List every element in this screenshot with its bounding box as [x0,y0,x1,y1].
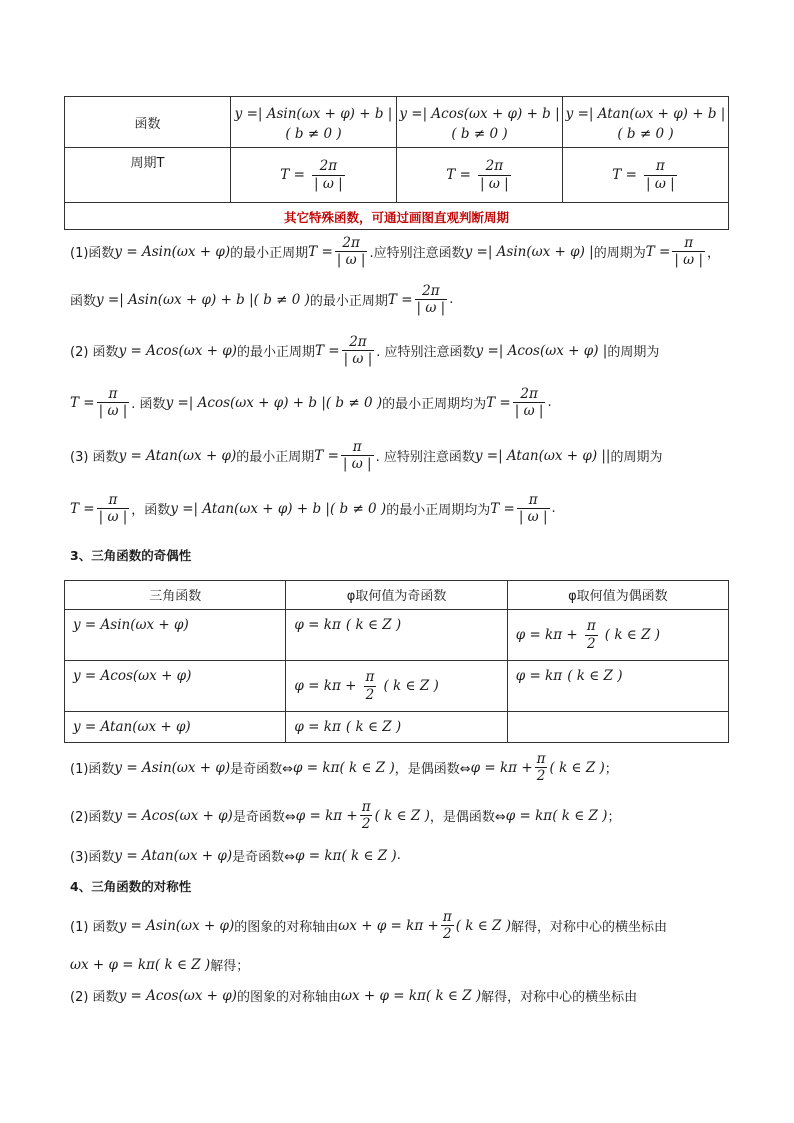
cos-period-lhs: T = [446,167,471,184]
note-fraction [672,236,705,267]
note-text: . [449,292,454,308]
header-cos-expr: y =| Acos(ωx + φ) + b | [399,105,560,122]
note-formula: y =| Atan(ωx + φ) || [474,447,611,464]
note-text: (2) 函数 [70,990,119,1005]
note-formula: T = [70,394,95,411]
symmetry-note-1 [70,910,735,941]
parity-fraction [585,619,598,650]
fraction-denominator: | ω | [416,300,446,317]
period-note-6 [70,493,735,524]
note-fraction [517,493,550,524]
header-tan-cond: ( b ≠ 0 ) [617,125,674,142]
note-formula: ( b ≠ 0 ) [253,291,310,308]
fraction-numerator: π [655,158,665,175]
tan-period-cell [563,148,729,203]
note-formula: ( k ∈ Z ) [425,987,482,1004]
note-text: .应特别注意函数 [369,246,465,262]
period-footer-note: 其它特殊函数，可通过画图直观判断周期 [283,209,509,225]
parity-even-expr: φ = kπ + [515,627,578,644]
note-formula: ( b ≠ 0 ) [329,500,387,517]
note-text: 的最小正周期 [309,294,388,310]
fraction-denominator: 2 [536,768,546,785]
note-formula: y = Atan(ωx + φ) [118,447,237,464]
period-footer-cell [65,203,729,230]
note-text: . 应特别注意函数 [375,450,475,466]
note-fraction [415,284,448,315]
fraction-numerator: π [108,492,118,508]
note-formula: T = [314,342,340,359]
period-table-header-row [65,97,729,148]
note-formula: φ = kπ + [470,759,533,776]
note-text: 函数 [70,294,97,310]
note-formula: y =| Acos(ωx + φ) | [475,342,608,359]
note-text: 的周期为 [610,450,663,466]
period-label: 周期T [130,156,165,171]
parity-cond: ( k ∈ Z ) [567,668,623,684]
note-text: (1) 函数 [70,920,119,936]
note-formula: ( k ∈ Z ) [455,917,511,934]
sin-period-cell [231,148,397,203]
note-formula: ( k ∈ Z ) [339,759,395,776]
note-fraction [535,752,548,783]
cos-period-fraction [478,159,511,190]
note-formula: ωx + φ = kπ [340,987,426,1004]
note-text: 的最小正周期 [236,450,315,466]
fraction-denominator: | ω | [98,509,128,526]
fraction-denominator: | ω | [342,456,372,473]
fraction-numerator: 2π [319,158,338,175]
note-fraction [441,910,454,941]
period-table-period-row [65,148,729,203]
header-label: φ取何值为奇函数 [346,589,447,604]
parity-header-odd [286,581,507,610]
parity-cond: ( k ∈ Z ) [345,719,402,735]
note-formula: ωx + φ = kπ [70,956,155,973]
fraction-denominator: | ω | [480,175,509,192]
fraction-denominator: | ω | [343,351,373,368]
note-formula: T = [645,243,671,260]
parity-table [64,580,729,743]
fraction-numerator: 2π [349,334,367,350]
parity-row-tan [65,712,729,743]
tan-period-fraction [644,159,677,190]
period-table-footer-row [65,203,729,230]
cos-period-cell [397,148,563,203]
parity-even-expr: φ = kπ [515,668,563,684]
note-text: . [396,848,401,863]
header-sin-cond: ( b ≠ 0 ) [285,125,342,142]
note-text: ，是偶函数⇔ [394,762,471,778]
section-4-title: 4、三角函数的对称性 [70,879,192,894]
period-note-3 [70,335,735,366]
note-text: ，是偶函数⇔ [429,810,506,826]
note-formula: T = [308,243,333,260]
note-text: ； [607,810,621,826]
note-fraction [341,440,374,471]
fraction-numerator: π [361,799,371,815]
note-formula: y = Acos(ωx + φ) [118,342,237,359]
note-text: 解得； [210,959,250,974]
header-func-label: 函数 [134,116,161,132]
parity-header-even [507,581,728,610]
note-formula: T = [314,447,339,464]
note-text: 是奇函数⇔ [232,850,296,865]
fraction-denominator: 2 [442,926,452,943]
section-3-title: 3、三角函数的奇偶性 [70,548,192,563]
note-text: ， [707,246,721,262]
sin-period-fraction [312,159,345,190]
parity-note-1 [70,752,735,783]
fraction-numerator: π [586,618,596,635]
note-text: (3) 函数 [70,450,119,466]
fraction-denominator: 2 [365,686,375,703]
fraction-denominator: | ω | [674,252,704,269]
fraction-denominator: | ω | [646,175,675,192]
fraction-denominator: | ω | [336,252,366,269]
fraction-numerator: π [352,439,362,455]
parity-func-cell [65,610,286,661]
note-text: . 应特别注意函数 [376,345,476,361]
note-text: ，函数 [131,503,171,519]
parity-odd-expr: φ = kπ [294,719,341,735]
fraction-numerator: 2π [422,283,440,299]
parity-func: y = Asin(ωx + φ) [73,617,189,633]
note-text: 的图象的对称轴由 [236,990,341,1005]
note-formula: y =| Asin(ωx + φ) | [464,243,594,260]
period-note-1 [70,236,735,267]
sin-period-lhs: T = [280,167,305,184]
fraction-numerator: π [684,235,694,251]
parity-even-cell [507,712,728,743]
note-text: 的周期为 [607,345,660,361]
header-func-cell [65,97,231,148]
note-text: 是奇函数⇔ [232,810,296,826]
header-sin-cell [231,97,397,148]
parity-odd-cell [286,661,507,712]
note-fraction [335,236,368,267]
parity-cond: ( k ∈ Z ) [345,617,402,633]
parity-func: y = Atan(ωx + φ) [73,719,191,735]
parity-note-3 [70,846,735,865]
note-fraction [360,800,373,831]
note-formula: φ = kπ + [295,807,358,824]
fraction-numerator: 2π [342,235,360,251]
parity-cond: ( k ∈ Z ) [383,678,439,695]
note-fraction [513,387,546,418]
note-fraction [97,387,130,418]
period-label-cell [65,148,231,203]
note-text: (2) 函数 [70,345,119,361]
note-formula: y =| Asin(ωx + φ) + b | [96,291,254,308]
note-text: . [551,501,556,517]
note-text: 的最小正周期均为 [386,503,491,519]
parity-func-cell [65,712,286,743]
fraction-numerator: π [108,386,118,402]
parity-header-func [65,581,286,610]
parity-even-cell [507,661,728,712]
header-sin-expr: y =| Asin(ωx + φ) + b | [234,105,393,122]
note-text: 的图象的对称轴由 [234,920,339,936]
fraction-numerator: 2π [485,158,504,175]
note-formula: φ = kπ [293,759,340,776]
header-cos-cell [397,97,563,148]
period-note-4 [70,387,735,418]
note-formula: y = Acos(ωx + φ) [114,807,233,824]
note-formula: T = [486,394,511,411]
note-text: 解得，对称中心的横坐标由 [510,920,667,936]
parity-even-cell [507,610,728,661]
note-formula: ( k ∈ Z ) [549,759,605,776]
header-label: φ取何值为偶函数 [568,589,668,604]
note-text: 的最小正周期 [236,345,315,361]
note-formula: y = Asin(ωx + φ) [114,759,231,776]
note-text: (1)函数 [70,246,115,262]
fraction-numerator: π [442,909,452,925]
fraction-numerator: π [365,669,375,686]
parity-header-row [65,581,729,610]
parity-odd-cell [286,610,507,661]
header-cos-cond: ( b ≠ 0 ) [451,125,508,142]
note-text: 是奇函数⇔ [230,762,294,778]
note-formula: φ = kπ [295,847,342,864]
fraction-denominator: | ω | [98,403,128,420]
fraction-denominator: 2 [586,635,596,652]
note-formula: T = [70,500,95,517]
parity-row-sin [65,610,729,661]
note-text: (1)函数 [70,762,115,778]
tan-period-lhs: T = [612,167,637,184]
note-formula: ( k ∈ Z ) [154,956,211,973]
note-text: ； [604,762,618,778]
note-text: . 函数 [131,397,166,413]
fraction-numerator: π [536,751,546,767]
parity-cond: ( k ∈ Z ) [604,627,661,644]
note-formula: ( b ≠ 0 ) [325,394,383,411]
note-fraction [342,335,375,366]
note-formula: y =| Acos(ωx + φ) + b | [165,394,326,411]
period-note-5 [70,440,735,471]
note-formula: φ = kπ [505,807,553,824]
parity-odd-cell [286,712,507,743]
parity-fraction [364,670,377,701]
header-tan-expr: y =| Atan(ωx + φ) + b | [565,105,726,122]
note-text: 解得，对称中心的横坐标由 [481,990,638,1005]
header-tan-cell [563,97,729,148]
note-formula: y = Asin(ωx + φ) [118,917,235,934]
note-formula: ( k ∈ Z ) [341,847,397,864]
note-fraction [97,493,130,524]
note-formula: ωx + φ = kπ + [338,917,439,934]
note-text: (2)函数 [70,810,115,826]
period-table [64,96,729,230]
note-formula: y =| Atan(ωx + φ) + b | [170,500,330,517]
parity-odd-expr: φ = kπ + [294,678,357,695]
parity-odd-expr: φ = kπ [294,617,341,633]
note-formula: y = Atan(ωx + φ) [114,847,233,864]
note-formula: ( k ∈ Z ) [374,807,430,824]
fraction-denominator: | ω | [514,403,544,420]
fraction-numerator: 2π [520,386,538,402]
fraction-denominator: | ω | [518,509,548,526]
note-text: (3)函数 [70,850,115,865]
symmetry-note-2 [70,955,735,974]
parity-row-cos [65,661,729,712]
fraction-denominator: 2 [361,816,371,833]
parity-note-2 [70,800,735,831]
fraction-numerator: π [528,492,538,508]
note-text: . [547,395,552,411]
parity-func-cell [65,661,286,712]
fraction-denominator: | ω | [314,175,343,192]
note-text: 的最小正周期均为 [382,397,487,413]
note-text: 的最小正周期 [230,246,309,262]
header-label: 三角函数 [149,589,202,604]
parity-func: y = Acos(ωx + φ) [73,668,192,684]
period-note-2 [70,284,735,315]
note-formula: y = Acos(ωx + φ) [118,987,237,1004]
note-formula: y = Asin(ωx + φ) [114,243,231,260]
note-formula: T = [490,500,515,517]
note-formula: ( k ∈ Z ) [552,807,608,824]
note-formula: T = [387,291,413,308]
symmetry-note-3 [70,986,735,1005]
note-text: 的周期为 [593,246,646,262]
